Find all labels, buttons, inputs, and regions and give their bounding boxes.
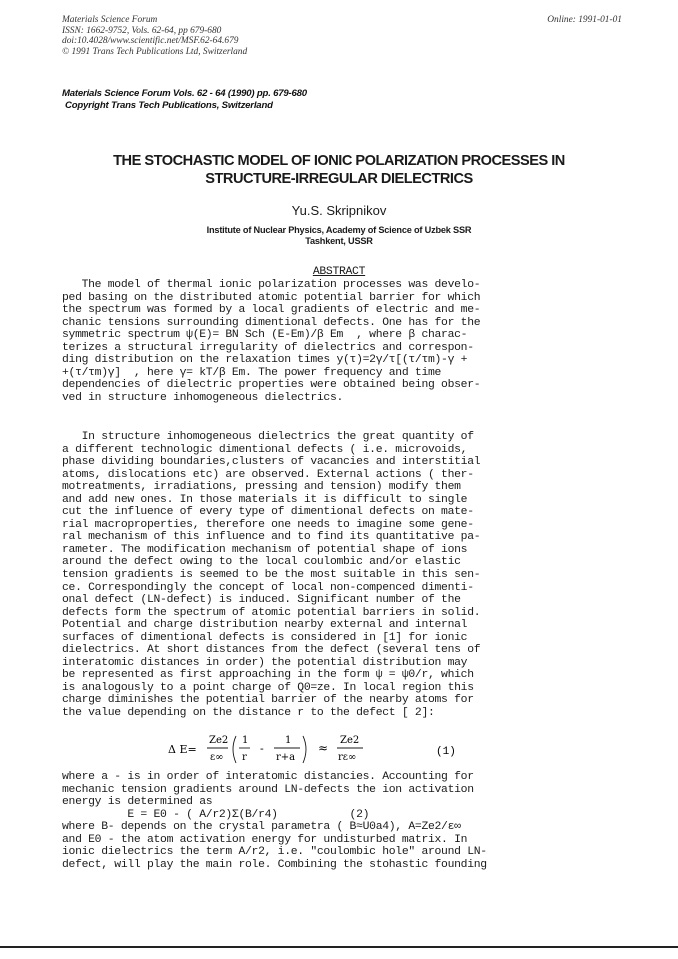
online-date: Online: 1991-01-01 [547,15,622,25]
text-line: defects form the spectrum of atomic potential barriers in solid. [62,606,481,619]
text-line: ral mechanism of this influence and to find its quantitative pa- [62,531,481,544]
text-line: around the defect owing to the local coulombic and/or elastic [62,556,461,569]
text-line: surfaces of dimentional defects is considered in [1] for ionic [62,631,468,644]
text-line: mechanic tension gradients around LN-defects the ion activation [62,783,474,796]
text-line: ionic dielectrics the term A/r2, i.e. "coulombic hole" around LN- [62,846,487,859]
text-line: interatomic distances in order) the potential distribution may [62,656,468,669]
text-line: +(τ/τm)γ] , here γ= kT/β Em. The power frequency and time [62,366,442,379]
text-line: the value depending on the distance r to the defect [ 2]: [62,707,435,720]
doi-line: doi:10.4028/www.scientific.net/MSF.62-64.679 [62,36,239,46]
text-line: tension gradients is seemed to be the most suitable in this sen- [62,569,481,582]
journal-reference [62,88,307,112]
text-line: dependencies of dielectric properties were obtained being obser- [62,379,481,392]
paper-title [30,152,648,188]
text-line: charge diminishes the potential barrier of the nearby atoms for [62,694,474,707]
text-line: where a - is in order of interatomic distancies. Accounting for [62,771,474,783]
eq1-term-b-denominator: r+a [276,752,296,763]
text-line: rameter. The modification mechanism of potential shape of ions [62,543,468,556]
journal-copyright-line: Copyright Trans Tech Publications, Switzerland [65,100,273,111]
author-name: Yu.S. Skripnikov [291,203,387,218]
text-line: Potential and charge distribution nearby external and internal [62,619,468,632]
abstract-text [62,279,622,404]
title-line-1: THE STOCHASTIC MODEL OF IONIC POLARIZATION PROCESSES IN [113,153,565,169]
text-line: In structure inhomogeneous dielectrics the great quantity of [62,431,474,443]
text-line: dielectrics. At short distances from the defect (several tens of [62,644,481,657]
journal-name: Materials Science Forum [62,15,158,25]
copyright-line: © 1991 Trans Tech Publications Ltd, Switzerland [62,46,248,57]
eq1-frac1-numerator: Ze2 [209,735,229,746]
eq1-lhs: Δ E= [168,743,197,756]
body-text [62,431,632,720]
eq1-minus: - [260,742,264,755]
text-line: defect, will play the main role. Combining the stohastic founding [62,858,487,871]
text-line: ce. Correspondingly the concept of local non-compenced dimenti- [62,581,474,594]
text-line: a different technologic dimentional defects ( i.e. microvoids, [62,443,468,456]
text-line: atoms, dislocations etc) are observed. External actions ( ther- [62,468,474,481]
text-line: be represented as first approaching in the form ψ = ψ0/r, which [62,669,474,682]
text-line: rial macroproperties, therefore one needs to imagine some gene- [62,518,474,531]
text-line: terizes a structural irregularity of dielectrics and correspon- [62,341,474,354]
eq1-number: (1) [436,746,456,758]
affiliation-line-2: Tashkent, USSR [305,236,373,246]
title-line-2: STRUCTURE-IRREGULAR DIELECTRICS [205,171,473,187]
eq1-frac2-numerator: Ze2 [340,735,360,746]
page-bottom-rule [0,946,678,948]
eq1-term-a-numerator: 1 [242,735,249,746]
affiliation-line-1: Institute of Nuclear Physics, Academy of Science of Uzbek SSR [206,225,472,235]
abstract-heading [0,266,678,279]
text-line: motreatments, irradiations, pressing and tension) modify them [62,481,461,494]
text-line: The model of thermal ionic polarization processes was develo- [62,279,481,291]
equation-1 [168,730,468,770]
text-line: onal defect (LN-defect) is induced. Significant number of the [62,594,461,607]
eq1-term-a-denominator: r [242,752,247,763]
text-line: chanic tensions surrounding dimentional defects. One has for the [62,316,481,329]
eq1-frac2-denominator: rε∞ [338,752,357,763]
text-line: is analogously to a point charge of Q0=ze. In local region this [62,681,474,694]
text-line: ved in structure inhomogeneous dielectrics. [62,391,344,404]
text-line: symmetric spectrum ψ(E)= BN Sch (E-Em)/β Em , where β charac- [62,329,468,342]
text-line: cut the influence of every type of dimentional defects on mate- [62,506,474,519]
text-line: ding distribution on the relaxation times y(τ)=2γ/τ[(τ/τm)-γ + [62,354,468,367]
text-line: the spectrum was formed by a local gradients of electric and me- [62,304,481,317]
publication-header [62,15,622,57]
eq1-approx: ≈ [318,741,329,755]
text-line: phase dividing boundaries,clusters of vacancies and interstitial [62,456,481,469]
author-affiliation [0,225,678,247]
body-text-continued [62,771,632,871]
text-line: ped basing on the distributed atomic potential barrier for which [62,291,481,304]
abstract-heading-text: ABSTRACT [312,266,366,278]
text-line: where B- depends on the crystal parametra ( B≈U0a4), A=Ze2/ε∞ [62,821,461,834]
issn-line: ISSN: 1662-9752, Vols. 62-64, pp 679-680 [62,25,222,36]
text-line: and add new ones. In those materials it is difficult to single [62,493,468,506]
eq1-frac1-denominator: ε∞ [210,752,224,763]
eq1-term-b-numerator: 1 [285,735,292,746]
journal-reference-line: Materials Science Forum Vols. 62 - 64 (1990) pp. 679-680 [62,88,307,99]
text-line: energy is determined as [62,796,213,809]
text-line: and E0 - the atom activation energy for undisturbed matrix. In [62,833,468,846]
text-line: E = E0 - ( A/r2)Σ(B/r4) (2) [62,808,370,821]
